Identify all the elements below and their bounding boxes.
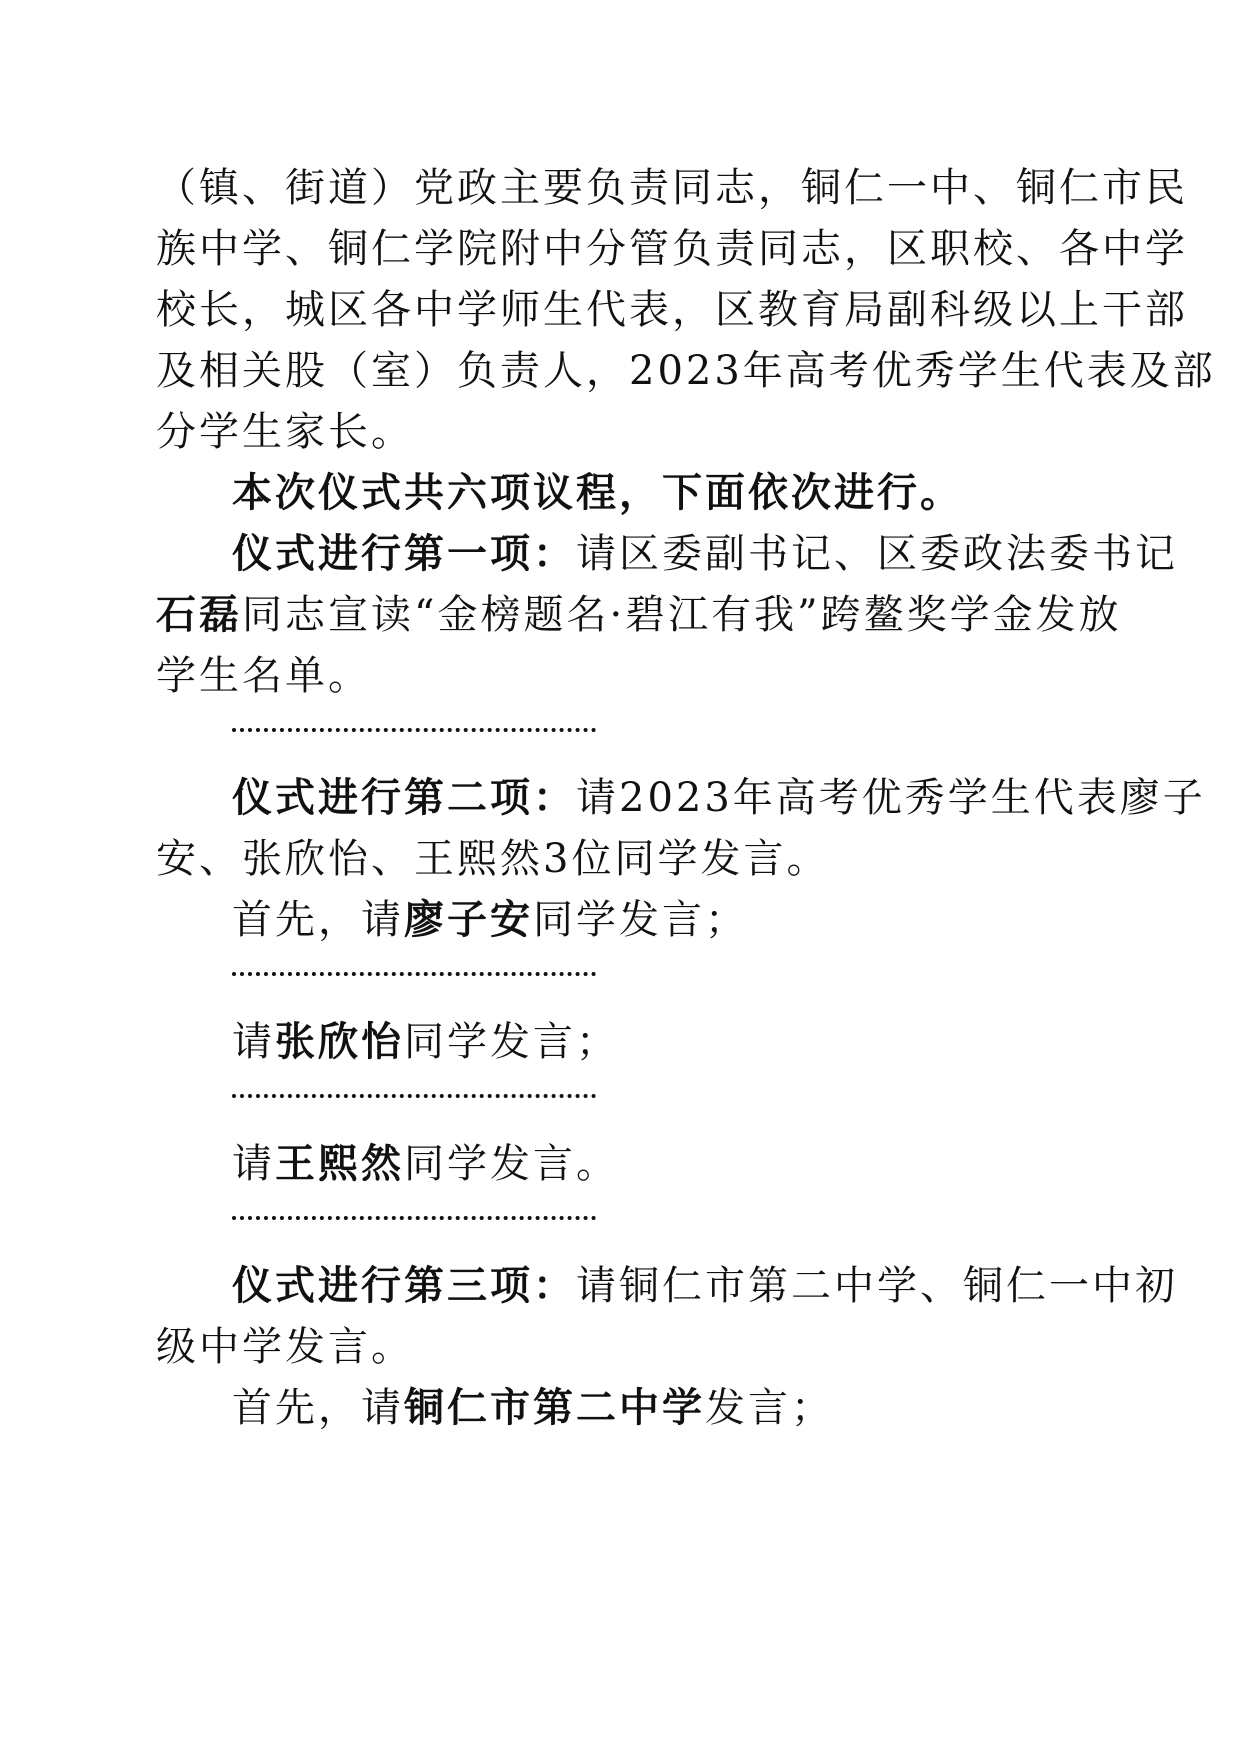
agenda-item-2-line-2: 安、张欣怡、王熙然3位同学发言。	[156, 836, 830, 882]
ellipsis-divider-3	[232, 1088, 596, 1098]
speaker-name-zhangxinyi: 张欣怡	[275, 1019, 404, 1065]
agenda-intro: 本次仪式共六项议程，下面依次进行。	[232, 470, 963, 516]
school-speaker-line	[232, 1384, 1086, 1432]
paragraph-attendees-line-1: （镇、街道）党政主要负责同志，铜仁一中、铜仁市民	[156, 165, 1188, 211]
agenda-item-2-text: 请2023年高考优秀学生代表廖子	[576, 775, 1206, 821]
speaker-1-prefix: 首先，请	[232, 897, 404, 943]
paragraph-attendees-line-5: 分学生家长。	[156, 409, 414, 455]
speaker-2-suffix: 同学发言；	[404, 1019, 619, 1065]
agenda-item-3-heading: 仪式进行第三项：	[232, 1263, 576, 1309]
speaker-3-line	[232, 1140, 1086, 1188]
ellipsis-divider-2	[232, 966, 596, 976]
agenda-item-1-line-2	[156, 591, 1122, 639]
agenda-item-2-heading: 仪式进行第二项：	[232, 775, 576, 821]
ellipsis-divider-1	[232, 722, 596, 732]
paragraph-attendees-line-3: 校长，城区各中学师生代表，区教育局副科级以上干部	[156, 287, 1188, 333]
agenda-item-1-text-2: 同志宣读“金榜题名·碧江有我”跨鳌奖学金发放	[242, 592, 1122, 638]
agenda-item-3-line-1	[232, 1262, 1178, 1310]
school-name-tongren-no2: 铜仁市第二中学	[404, 1385, 705, 1431]
paragraph-attendees-line-4: 及相关股（室）负责人，2023年高考优秀学生代表及部	[156, 348, 1216, 394]
agenda-item-1-line-3: 学生名单。	[156, 653, 371, 699]
agenda-item-2-line-1	[232, 774, 1206, 822]
speaker-2-line	[232, 1018, 1086, 1066]
agenda-item-1-line-1	[232, 530, 1178, 578]
speaker-2-prefix: 请	[232, 1019, 275, 1065]
speaker-3-suffix: 同学发言。	[404, 1141, 619, 1187]
school-speaker-prefix: 首先，请	[232, 1385, 404, 1431]
agenda-item-1-text: 请区委副书记、区委政法委书记	[576, 531, 1178, 577]
speaker-3-prefix: 请	[232, 1141, 275, 1187]
speaker-name-liaoziaan: 廖子安	[404, 897, 533, 943]
speaker-1-line	[232, 896, 1086, 944]
speaker-name-shilei: 石磊	[156, 592, 242, 638]
speaker-name-wangxiran: 王熙然	[275, 1141, 404, 1187]
school-speaker-suffix: 发言；	[705, 1385, 834, 1431]
agenda-item-3-text: 请铜仁市第二中学、铜仁一中初	[576, 1263, 1178, 1309]
paragraph-attendees-line-2: 族中学、铜仁学院附中分管负责同志，区职校、各中学	[156, 226, 1188, 272]
agenda-item-3-line-2: 级中学发言。	[156, 1324, 414, 1370]
agenda-item-1-heading: 仪式进行第一项：	[232, 531, 576, 577]
speaker-1-suffix: 同学发言；	[533, 897, 748, 943]
ellipsis-divider-4	[232, 1210, 596, 1220]
